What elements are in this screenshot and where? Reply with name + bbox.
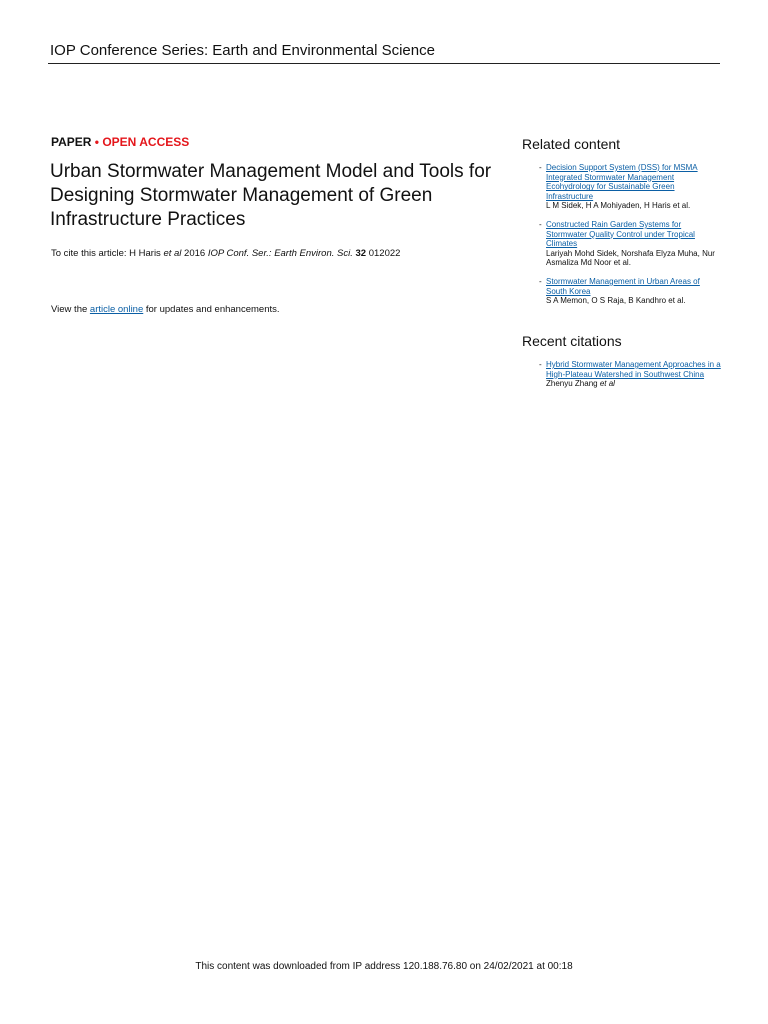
article-online-link[interactable]: article online [89, 304, 144, 315]
view-online-line [51, 304, 280, 315]
citation-year: 2016 [181, 248, 208, 259]
list-item [539, 360, 721, 389]
journal-header: IOP Conference Series: Earth and Environmental Science [50, 42, 435, 59]
citing-article-link[interactable]: Hybrid Stormwater Management Approaches in a High-Plateau Watershed in Southwest China [546, 360, 721, 379]
list-dash: - [539, 276, 542, 286]
list-item [539, 220, 721, 268]
citation-journal: IOP Conf. Ser.: Earth Environ. Sci. [207, 248, 353, 259]
list-dash: - [539, 163, 542, 172]
related-article-authors: L M Sidek, H A Mohiyaden, H Haris et al. [546, 201, 691, 211]
citing-authors-et-al: et al [599, 379, 615, 389]
related-article-link[interactable]: Decision Support System (DSS) for MSMA Integrated Stormwater Management Ecohydrology for Sustainable Green Infrastructure [546, 163, 698, 201]
view-before: View the [51, 304, 90, 315]
list-dash: - [539, 360, 542, 369]
paper-type-label: PAPER [51, 135, 92, 149]
related-content-heading: Related content [522, 136, 621, 152]
related-article-link[interactable]: Stormwater Management in Urban Areas of South Korea [546, 276, 700, 296]
list-item [539, 277, 721, 306]
related-article-link[interactable]: Constructed Rain Garden Systems for Stormwater Quality Control under Tropical Climates [546, 219, 695, 249]
article-title: Urban Stormwater Management Model and Tools for Designing Stormwater Management of Green Infrastructure Practices [50, 161, 492, 230]
citing-authors-text: Zhenyu Zhang [546, 379, 600, 389]
header-rule [48, 63, 720, 64]
related-article-authors: S A Memon, O S Raja, B Kandhro et al. [546, 296, 686, 306]
paper-type-line [51, 135, 189, 149]
download-footer: This content was downloaded from IP address 120.188.76.80 on 24/02/2021 at 00:18 [195, 961, 573, 972]
list-dash: - [539, 219, 542, 229]
citation-et-al: et al [163, 248, 182, 259]
citation-line [51, 248, 400, 259]
open-access-label: OPEN ACCESS [102, 135, 190, 149]
recent-citations-heading: Recent citations [522, 333, 622, 349]
view-after: for updates and enhancements. [143, 304, 280, 315]
related-article-authors: Lariyah Mohd Sidek, Norshafa Elyza Muha, Nur Asmaliza Md Noor et al. [546, 248, 715, 268]
citing-article-authors [546, 379, 721, 389]
paper-type-separator: • [94, 135, 99, 149]
citation-article-number: 012022 [366, 248, 401, 259]
citation-prefix: To cite this article: H Haris [51, 248, 164, 259]
list-item [539, 163, 721, 211]
recent-citations-list [539, 360, 721, 398]
citation-volume: 32 [355, 248, 367, 259]
related-content-list [539, 163, 721, 315]
